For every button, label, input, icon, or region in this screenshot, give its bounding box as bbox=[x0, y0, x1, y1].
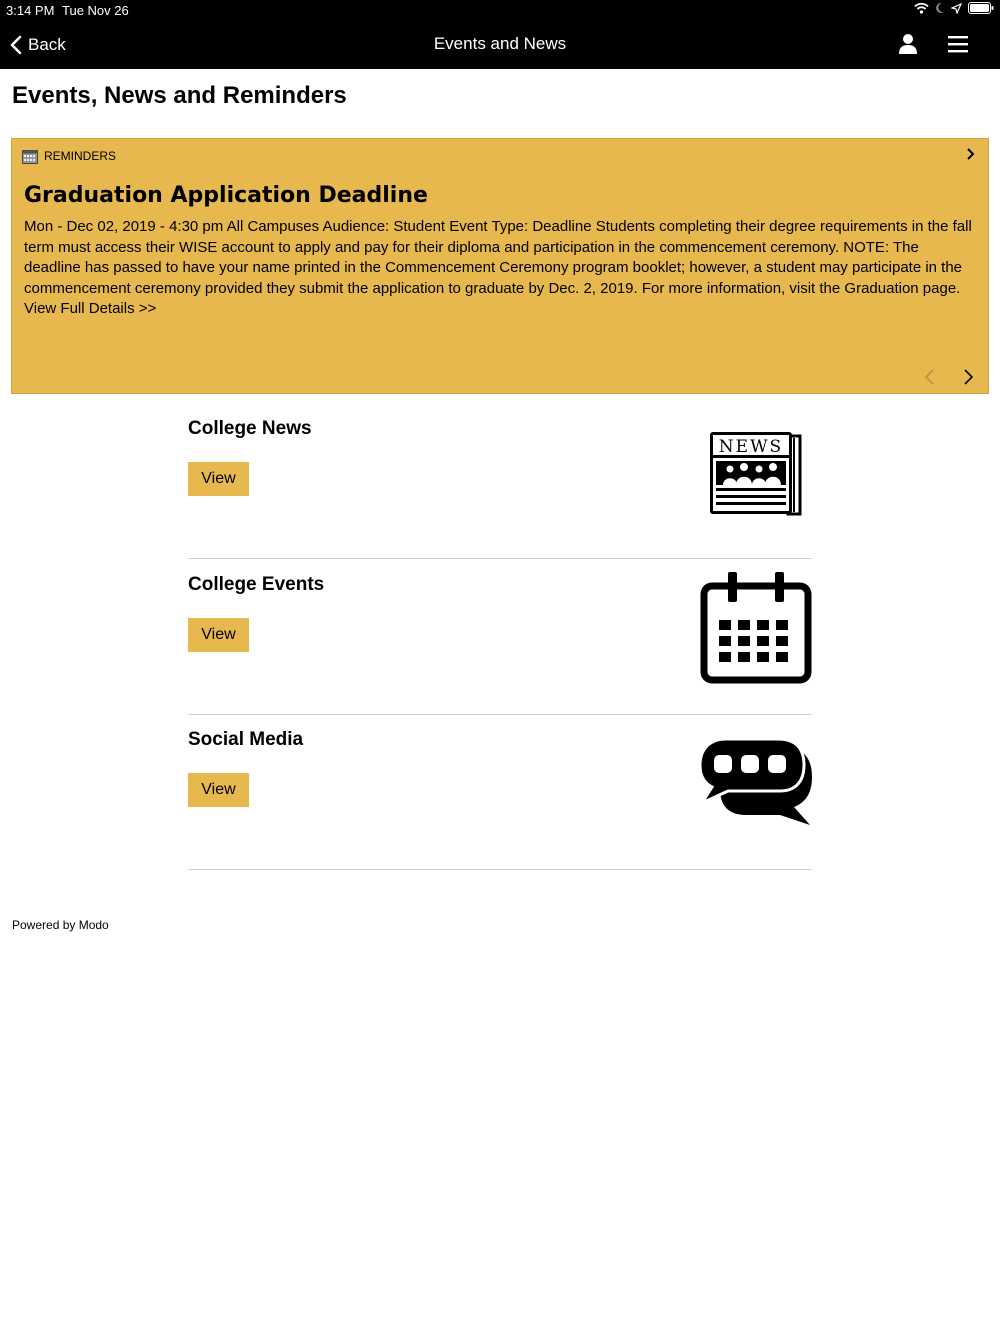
battery-icon bbox=[968, 2, 994, 14]
chat-bubbles-icon bbox=[698, 737, 814, 829]
user-icon[interactable] bbox=[896, 32, 920, 56]
chevron-left-icon bbox=[10, 35, 22, 55]
college-events-view-button[interactable]: View bbox=[188, 618, 249, 652]
hamburger-menu-icon[interactable] bbox=[946, 33, 970, 55]
newspaper-masthead: NEWS bbox=[718, 437, 784, 457]
back-label: Back bbox=[28, 35, 66, 54]
section-college-events bbox=[188, 560, 812, 715]
reminder-category: REMINDERS bbox=[44, 149, 117, 163]
view-full-details-link[interactable]: View Full Details >> bbox=[24, 300, 157, 318]
carousel-prev-icon[interactable] bbox=[922, 367, 938, 387]
moon-icon bbox=[935, 2, 945, 14]
status-icons bbox=[914, 2, 994, 14]
top-bar bbox=[0, 0, 1000, 69]
page-title: Events, News and Reminders bbox=[12, 82, 347, 109]
reminder-body bbox=[24, 217, 979, 320]
status-bar bbox=[0, 0, 1000, 20]
calendar-small-icon bbox=[22, 149, 38, 164]
status-time: 3:14 PM bbox=[6, 3, 55, 18]
reminder-title[interactable]: Graduation Application Deadline bbox=[24, 183, 428, 208]
location-arrow-icon bbox=[951, 3, 962, 14]
section-college-news bbox=[188, 404, 812, 559]
carousel-next-icon[interactable] bbox=[960, 367, 976, 387]
nav-title: Events and News bbox=[433, 34, 567, 53]
calendar-icon bbox=[700, 570, 812, 686]
status-date: Tue Nov 26 bbox=[62, 3, 129, 18]
section-title: College News bbox=[188, 418, 312, 439]
college-news-view-button[interactable]: View bbox=[188, 462, 249, 496]
reminder-header bbox=[22, 147, 116, 165]
newspaper-icon bbox=[708, 430, 804, 516]
section-title: Social Media bbox=[188, 729, 304, 750]
reminder-text: Mon - Dec 02, 2019 - 4:30 pm All Campuses Audience: Student Event Type: Deadline Students completing their degree requirements in the fall term must access their WISE account to apply and pay for their diploma and participation in the commencement ceremony. NOTE: The deadline has passed to have your name printed in the Commencement Ceremony program booklet; however, a student may participate in the commencement ceremony provided they submit the application to graduate by Dec. 2, 2019. For more information, visit the Graduation page. bbox=[24, 218, 972, 297]
chevron-right-icon[interactable] bbox=[964, 147, 978, 161]
reminder-card[interactable] bbox=[11, 138, 989, 394]
wifi-icon bbox=[914, 2, 929, 14]
social-media-view-button[interactable]: View bbox=[188, 773, 249, 807]
footer-powered-by[interactable]: Powered by Modo bbox=[12, 918, 109, 932]
section-title: College Events bbox=[188, 574, 325, 595]
back-button[interactable] bbox=[10, 32, 66, 58]
section-social-media bbox=[188, 715, 812, 870]
